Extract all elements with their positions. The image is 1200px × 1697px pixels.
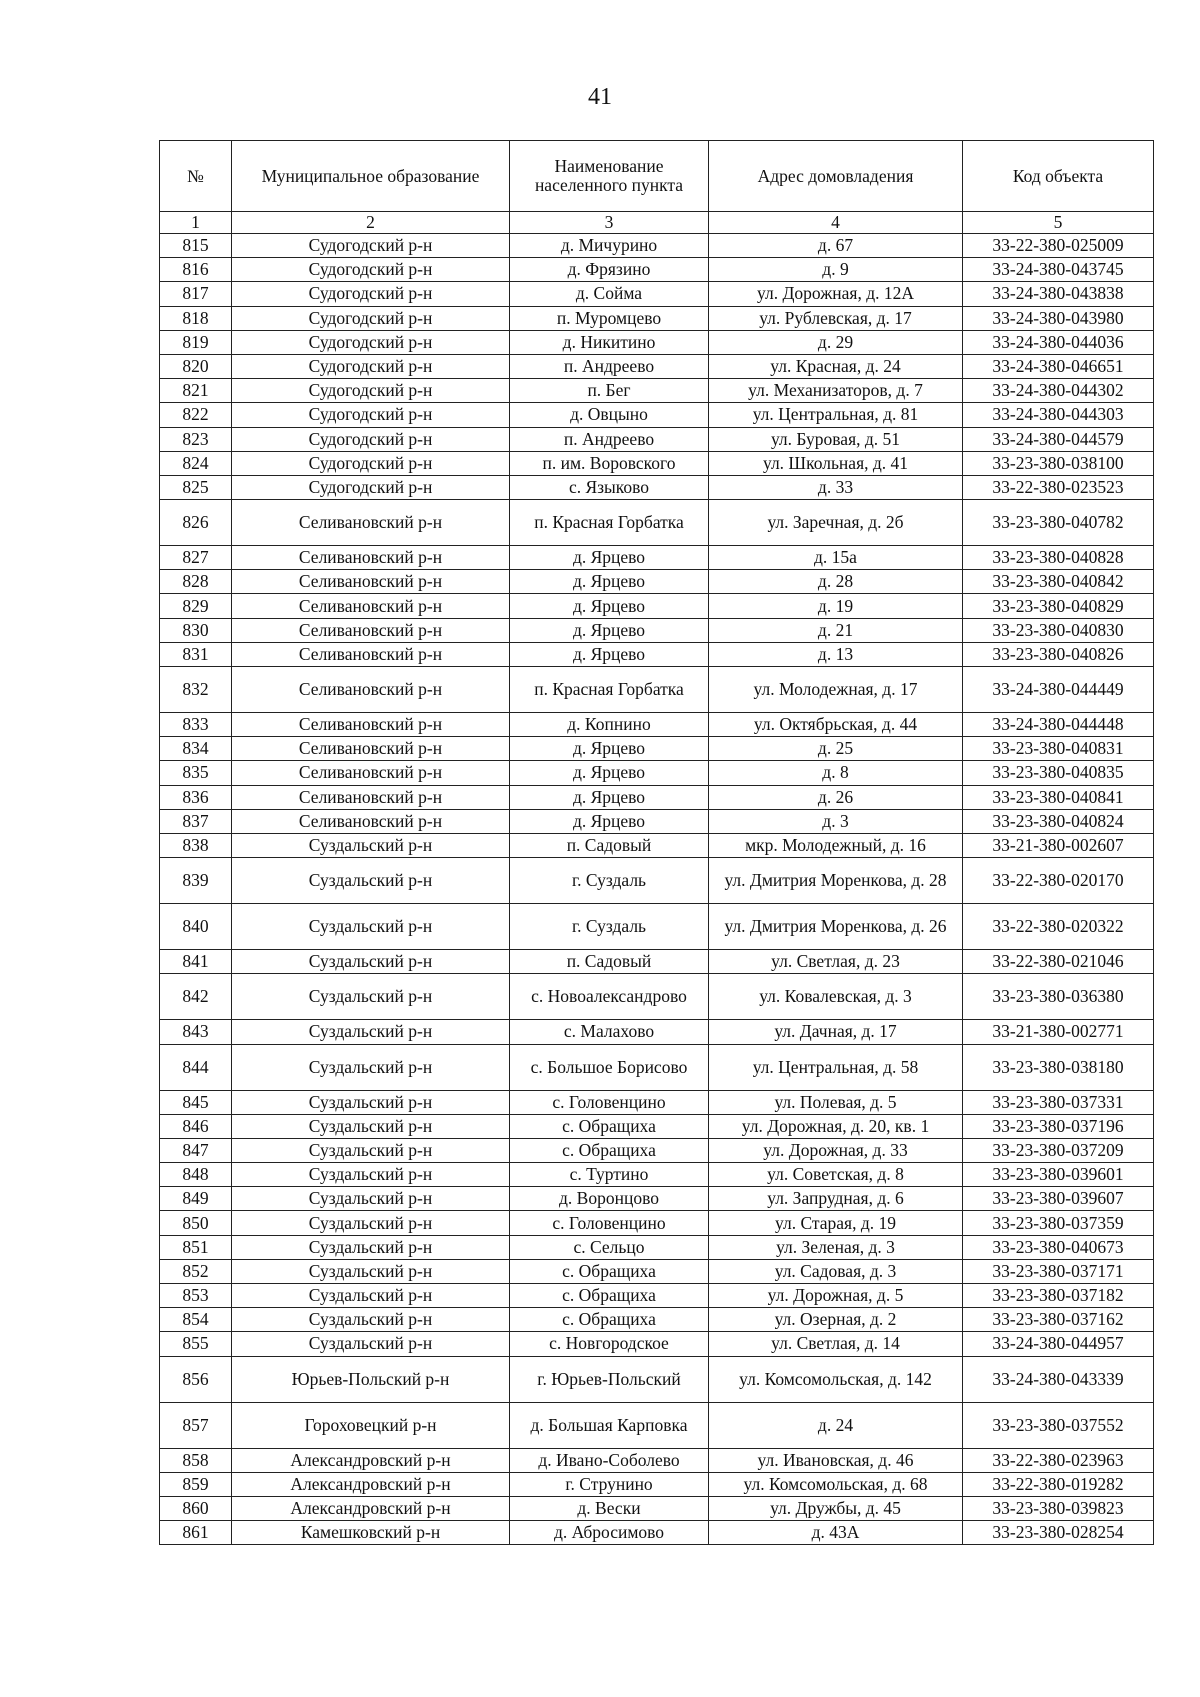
table-row [160, 1090, 1154, 1114]
municipality-cell: Судогодский р-н [232, 330, 510, 354]
address-cell: ул. Дмитрия Моренкова, д. 28 [709, 858, 963, 904]
municipality-cell: Селивановский р-н [232, 809, 510, 833]
object-code-cell: 33-23-380-040782 [963, 500, 1154, 546]
row-number-cell: 821 [160, 379, 232, 403]
settlement-cell: д. Воронцово [510, 1187, 709, 1211]
settlement-cell: д. Фрязино [510, 258, 709, 282]
object-code-cell: 33-22-380-020322 [963, 904, 1154, 950]
address-cell: д. 25 [709, 737, 963, 761]
header-municipality: Муниципальное образование [232, 141, 510, 212]
row-number-cell: 834 [160, 737, 232, 761]
row-number-cell: 837 [160, 809, 232, 833]
row-number-cell: 823 [160, 427, 232, 451]
municipality-cell: Селивановский р-н [232, 713, 510, 737]
object-code-cell: 33-23-380-040831 [963, 737, 1154, 761]
table-row [160, 1211, 1154, 1235]
settlement-cell: д. Ярцево [510, 642, 709, 666]
table-row [160, 1020, 1154, 1044]
table-row [160, 282, 1154, 306]
settlement-cell: с. Головенцино [510, 1211, 709, 1235]
settlement-cell: с. Сельцо [510, 1235, 709, 1259]
header-settlement: Наименование населенного пункта [510, 141, 709, 212]
row-number-cell: 842 [160, 974, 232, 1020]
municipality-cell: Судогодский р-н [232, 379, 510, 403]
municipality-cell: Судогодский р-н [232, 306, 510, 330]
settlement-cell: п. Садовый [510, 833, 709, 857]
settlement-cell: с. Новоалександрово [510, 974, 709, 1020]
object-code-cell: 33-23-380-040826 [963, 642, 1154, 666]
settlement-cell: д. Ярцево [510, 737, 709, 761]
settlement-cell: п. Красная Горбатка [510, 667, 709, 713]
table-row [160, 1308, 1154, 1332]
municipality-cell: Суздальский р-н [232, 1211, 510, 1235]
row-number-cell: 833 [160, 713, 232, 737]
row-number-cell: 861 [160, 1521, 232, 1545]
table-row [160, 737, 1154, 761]
address-cell: ул. Буровая, д. 51 [709, 427, 963, 451]
address-cell: ул. Советская, д. 8 [709, 1163, 963, 1187]
address-cell: ул. Центральная, д. 58 [709, 1044, 963, 1090]
row-number-cell: 860 [160, 1496, 232, 1520]
settlement-cell: с. Обращиха [510, 1284, 709, 1308]
municipality-cell: Судогодский р-н [232, 427, 510, 451]
address-cell: д. 26 [709, 785, 963, 809]
settlement-cell: д. Абросимово [510, 1521, 709, 1545]
table-row [160, 234, 1154, 258]
settlement-cell: с. Обращиха [510, 1259, 709, 1283]
address-cell: ул. Дорожная, д. 33 [709, 1138, 963, 1162]
object-code-cell: 33-23-380-037552 [963, 1402, 1154, 1448]
row-number-cell: 822 [160, 403, 232, 427]
address-cell: ул. Центральная, д. 81 [709, 403, 963, 427]
object-code-cell: 33-23-380-040830 [963, 618, 1154, 642]
header-number: № [160, 141, 232, 212]
household-registry-table [159, 140, 1154, 1545]
object-code-cell: 33-24-380-044957 [963, 1332, 1154, 1356]
address-cell: д. 19 [709, 594, 963, 618]
object-code-cell: 33-23-380-040824 [963, 809, 1154, 833]
settlement-cell: д. Никитино [510, 330, 709, 354]
object-code-cell: 33-23-380-040841 [963, 785, 1154, 809]
row-number-cell: 816 [160, 258, 232, 282]
table-row [160, 451, 1154, 475]
settlement-cell: п. Садовый [510, 950, 709, 974]
address-cell: д. 33 [709, 475, 963, 499]
settlement-cell: д. Овцыно [510, 403, 709, 427]
settlement-cell: п. Бег [510, 379, 709, 403]
row-number-cell: 859 [160, 1472, 232, 1496]
municipality-cell: Суздальский р-н [232, 1284, 510, 1308]
settlement-cell: д. Сойма [510, 282, 709, 306]
address-cell: ул. Дружбы, д. 45 [709, 1496, 963, 1520]
object-code-cell: 33-23-380-040673 [963, 1235, 1154, 1259]
municipality-cell: Судогодский р-н [232, 282, 510, 306]
table-row [160, 1044, 1154, 1090]
row-number-cell: 852 [160, 1259, 232, 1283]
table-row [160, 1448, 1154, 1472]
object-code-cell: 33-24-380-044303 [963, 403, 1154, 427]
settlement-cell: д. Вески [510, 1496, 709, 1520]
header-object-code: Код объекта [963, 141, 1154, 212]
table-row [160, 500, 1154, 546]
table-row [160, 1163, 1154, 1187]
row-number-cell: 845 [160, 1090, 232, 1114]
table-header-row [160, 141, 1154, 212]
column-number-row [160, 212, 1154, 234]
municipality-cell: Гороховецкий р-н [232, 1402, 510, 1448]
object-code-cell: 33-23-380-039823 [963, 1496, 1154, 1520]
settlement-cell: г. Суздаль [510, 904, 709, 950]
row-number-cell: 819 [160, 330, 232, 354]
municipality-cell: Селивановский р-н [232, 570, 510, 594]
object-code-cell: 33-23-380-040829 [963, 594, 1154, 618]
address-cell: ул. Дачная, д. 17 [709, 1020, 963, 1044]
table-row [160, 974, 1154, 1020]
settlement-cell: с. Языково [510, 475, 709, 499]
row-number-cell: 846 [160, 1114, 232, 1138]
object-code-cell: 33-22-380-021046 [963, 950, 1154, 974]
object-code-cell: 33-23-380-036380 [963, 974, 1154, 1020]
address-cell: ул. Зеленая, д. 3 [709, 1235, 963, 1259]
settlement-cell: п. Андреево [510, 427, 709, 451]
object-code-cell: 33-23-380-038100 [963, 451, 1154, 475]
municipality-cell: Судогодский р-н [232, 234, 510, 258]
address-cell: д. 3 [709, 809, 963, 833]
row-number-cell: 818 [160, 306, 232, 330]
municipality-cell: Суздальский р-н [232, 1114, 510, 1138]
municipality-cell: Александровский р-н [232, 1496, 510, 1520]
address-cell: ул. Ивановская, д. 46 [709, 1448, 963, 1472]
object-code-cell: 33-22-380-019282 [963, 1472, 1154, 1496]
table-row [160, 1138, 1154, 1162]
address-cell: ул. Светлая, д. 14 [709, 1332, 963, 1356]
municipality-cell: Суздальский р-н [232, 1044, 510, 1090]
settlement-cell: д. Ярцево [510, 761, 709, 785]
row-number-cell: 817 [160, 282, 232, 306]
address-cell: д. 24 [709, 1402, 963, 1448]
municipality-cell: Селивановский р-н [232, 761, 510, 785]
address-cell: д. 28 [709, 570, 963, 594]
object-code-cell: 33-23-380-037209 [963, 1138, 1154, 1162]
object-code-cell: 33-24-380-044448 [963, 713, 1154, 737]
settlement-cell: с. Новгородское [510, 1332, 709, 1356]
settlement-cell: д. Ярцево [510, 785, 709, 809]
column-number: 5 [963, 212, 1154, 234]
address-cell: ул. Комсомольская, д. 68 [709, 1472, 963, 1496]
row-number-cell: 855 [160, 1332, 232, 1356]
table-row [160, 904, 1154, 950]
settlement-cell: д. Ярцево [510, 618, 709, 642]
row-number-cell: 830 [160, 618, 232, 642]
address-cell: ул. Школьная, д. 41 [709, 451, 963, 475]
object-code-cell: 33-23-380-037196 [963, 1114, 1154, 1138]
table-row [160, 618, 1154, 642]
row-number-cell: 828 [160, 570, 232, 594]
municipality-cell: Юрьев-Польский р-н [232, 1356, 510, 1402]
address-cell: ул. Комсомольская, д. 142 [709, 1356, 963, 1402]
object-code-cell: 33-23-380-040828 [963, 546, 1154, 570]
row-number-cell: 849 [160, 1187, 232, 1211]
row-number-cell: 847 [160, 1138, 232, 1162]
settlement-cell: д. Мичурино [510, 234, 709, 258]
address-cell: ул. Дмитрия Моренкова, д. 26 [709, 904, 963, 950]
row-number-cell: 856 [160, 1356, 232, 1402]
settlement-cell: с. Обращиха [510, 1114, 709, 1138]
address-cell: д. 43А [709, 1521, 963, 1545]
municipality-cell: Суздальский р-н [232, 833, 510, 857]
settlement-cell: д. Ярцево [510, 570, 709, 594]
municipality-cell: Суздальский р-н [232, 1259, 510, 1283]
table-row [160, 258, 1154, 282]
municipality-cell: Селивановский р-н [232, 618, 510, 642]
address-cell: ул. Дорожная, д. 20, кв. 1 [709, 1114, 963, 1138]
table-row [160, 713, 1154, 737]
row-number-cell: 827 [160, 546, 232, 570]
object-code-cell: 33-23-380-038180 [963, 1044, 1154, 1090]
table-row [160, 330, 1154, 354]
row-number-cell: 835 [160, 761, 232, 785]
municipality-cell: Селивановский р-н [232, 594, 510, 618]
settlement-cell: д. Ярцево [510, 809, 709, 833]
address-cell: ул. Озерная, д. 2 [709, 1308, 963, 1332]
table-row [160, 1187, 1154, 1211]
object-code-cell: 33-23-380-028254 [963, 1521, 1154, 1545]
settlement-cell: г. Суздаль [510, 858, 709, 904]
municipality-cell: Селивановский р-н [232, 546, 510, 570]
address-cell: д. 9 [709, 258, 963, 282]
settlement-cell: с. Головенцино [510, 1090, 709, 1114]
table-row [160, 546, 1154, 570]
municipality-cell: Суздальский р-н [232, 1138, 510, 1162]
settlement-cell: п. Андреево [510, 354, 709, 378]
municipality-cell: Селивановский р-н [232, 642, 510, 666]
table-row [160, 1332, 1154, 1356]
address-cell: ул. Дорожная, д. 12А [709, 282, 963, 306]
address-cell: д. 21 [709, 618, 963, 642]
object-code-cell: 33-23-380-037331 [963, 1090, 1154, 1114]
table-row [160, 809, 1154, 833]
settlement-cell: с. Малахово [510, 1020, 709, 1044]
settlement-cell: г. Юрьев-Польский [510, 1356, 709, 1402]
municipality-cell: Александровский р-н [232, 1472, 510, 1496]
column-number: 2 [232, 212, 510, 234]
object-code-cell: 33-24-380-044036 [963, 330, 1154, 354]
object-code-cell: 33-23-380-039601 [963, 1163, 1154, 1187]
address-cell: ул. Запрудная, д. 6 [709, 1187, 963, 1211]
settlement-cell: п. Муромцево [510, 306, 709, 330]
row-number-cell: 839 [160, 858, 232, 904]
row-number-cell: 832 [160, 667, 232, 713]
settlement-cell: д. Большая Карповка [510, 1402, 709, 1448]
address-cell: ул. Садовая, д. 3 [709, 1259, 963, 1283]
object-code-cell: 33-23-380-040835 [963, 761, 1154, 785]
row-number-cell: 815 [160, 234, 232, 258]
address-cell: ул. Ковалевская, д. 3 [709, 974, 963, 1020]
settlement-cell: г. Струнино [510, 1472, 709, 1496]
row-number-cell: 853 [160, 1284, 232, 1308]
settlement-cell: с. Обращиха [510, 1138, 709, 1162]
object-code-cell: 33-24-380-046651 [963, 354, 1154, 378]
table-row [160, 950, 1154, 974]
settlement-cell: д. Копнино [510, 713, 709, 737]
municipality-cell: Суздальский р-н [232, 1090, 510, 1114]
address-cell: мкр. Молодежный, д. 16 [709, 833, 963, 857]
table-row [160, 1496, 1154, 1520]
row-number-cell: 843 [160, 1020, 232, 1044]
object-code-cell: 33-21-380-002771 [963, 1020, 1154, 1044]
address-cell: ул. Красная, д. 24 [709, 354, 963, 378]
municipality-cell: Суздальский р-н [232, 1187, 510, 1211]
row-number-cell: 826 [160, 500, 232, 546]
object-code-cell: 33-24-380-044579 [963, 427, 1154, 451]
row-number-cell: 836 [160, 785, 232, 809]
object-code-cell: 33-24-380-044302 [963, 379, 1154, 403]
settlement-cell: д. Ивано-Соболево [510, 1448, 709, 1472]
address-cell: ул. Октябрьская, д. 44 [709, 713, 963, 737]
municipality-cell: Судогодский р-н [232, 354, 510, 378]
address-cell: ул. Светлая, д. 23 [709, 950, 963, 974]
settlement-cell: д. Ярцево [510, 546, 709, 570]
municipality-cell: Суздальский р-н [232, 1020, 510, 1044]
settlement-cell: п. Красная Горбатка [510, 500, 709, 546]
table-row [160, 667, 1154, 713]
municipality-cell: Судогодский р-н [232, 258, 510, 282]
address-cell: д. 13 [709, 642, 963, 666]
row-number-cell: 829 [160, 594, 232, 618]
object-code-cell: 33-24-380-043745 [963, 258, 1154, 282]
row-number-cell: 820 [160, 354, 232, 378]
object-code-cell: 33-23-380-037162 [963, 1308, 1154, 1332]
address-cell: ул. Заречная, д. 2б [709, 500, 963, 546]
municipality-cell: Суздальский р-н [232, 1235, 510, 1259]
settlement-cell: д. Ярцево [510, 594, 709, 618]
table-row [160, 833, 1154, 857]
object-code-cell: 33-22-380-023523 [963, 475, 1154, 499]
object-code-cell: 33-22-380-020170 [963, 858, 1154, 904]
object-code-cell: 33-24-380-043980 [963, 306, 1154, 330]
column-number: 1 [160, 212, 232, 234]
object-code-cell: 33-23-380-037182 [963, 1284, 1154, 1308]
table-row [160, 306, 1154, 330]
municipality-cell: Суздальский р-н [232, 1308, 510, 1332]
address-cell: ул. Полевая, д. 5 [709, 1090, 963, 1114]
address-cell: ул. Механизаторов, д. 7 [709, 379, 963, 403]
address-cell: ул. Молодежная, д. 17 [709, 667, 963, 713]
table-row [160, 379, 1154, 403]
address-cell: д. 8 [709, 761, 963, 785]
municipality-cell: Селивановский р-н [232, 500, 510, 546]
table-row [160, 475, 1154, 499]
table-row [160, 403, 1154, 427]
row-number-cell: 850 [160, 1211, 232, 1235]
address-cell: д. 67 [709, 234, 963, 258]
settlement-cell: с. Обращиха [510, 1308, 709, 1332]
table-row [160, 1472, 1154, 1496]
table-row [160, 1259, 1154, 1283]
column-number: 4 [709, 212, 963, 234]
table-row [160, 785, 1154, 809]
table-row [160, 1284, 1154, 1308]
table-row [160, 1114, 1154, 1138]
municipality-cell: Суздальский р-н [232, 858, 510, 904]
municipality-cell: Камешковский р-н [232, 1521, 510, 1545]
municipality-cell: Судогодский р-н [232, 403, 510, 427]
municipality-cell: Селивановский р-н [232, 667, 510, 713]
object-code-cell: 33-22-380-023963 [963, 1448, 1154, 1472]
object-code-cell: 33-23-380-037359 [963, 1211, 1154, 1235]
table-row [160, 1356, 1154, 1402]
object-code-cell: 33-23-380-039607 [963, 1187, 1154, 1211]
table-row [160, 570, 1154, 594]
table-row [160, 1235, 1154, 1259]
table-row [160, 1521, 1154, 1545]
address-cell: ул. Рублевская, д. 17 [709, 306, 963, 330]
table-row [160, 858, 1154, 904]
municipality-cell: Селивановский р-н [232, 737, 510, 761]
table-body [160, 234, 1154, 1545]
municipality-cell: Александровский р-н [232, 1448, 510, 1472]
table-row [160, 427, 1154, 451]
row-number-cell: 831 [160, 642, 232, 666]
settlement-cell: с. Туртино [510, 1163, 709, 1187]
object-code-cell: 33-24-380-043838 [963, 282, 1154, 306]
table-row [160, 594, 1154, 618]
object-code-cell: 33-24-380-043339 [963, 1356, 1154, 1402]
settlement-cell: п. им. Воровского [510, 451, 709, 475]
row-number-cell: 824 [160, 451, 232, 475]
municipality-cell: Суздальский р-н [232, 1332, 510, 1356]
table-row [160, 642, 1154, 666]
object-code-cell: 33-24-380-044449 [963, 667, 1154, 713]
row-number-cell: 854 [160, 1308, 232, 1332]
municipality-cell: Судогодский р-н [232, 475, 510, 499]
address-cell: д. 15а [709, 546, 963, 570]
municipality-cell: Судогодский р-н [232, 451, 510, 475]
row-number-cell: 825 [160, 475, 232, 499]
address-cell: д. 29 [709, 330, 963, 354]
row-number-cell: 857 [160, 1402, 232, 1448]
row-number-cell: 851 [160, 1235, 232, 1259]
row-number-cell: 838 [160, 833, 232, 857]
header-address: Адрес домовладения [709, 141, 963, 212]
table-row [160, 1402, 1154, 1448]
object-code-cell: 33-23-380-040842 [963, 570, 1154, 594]
municipality-cell: Суздальский р-н [232, 904, 510, 950]
column-number: 3 [510, 212, 709, 234]
settlement-cell: с. Большое Борисово [510, 1044, 709, 1090]
object-code-cell: 33-23-380-037171 [963, 1259, 1154, 1283]
municipality-cell: Суздальский р-н [232, 974, 510, 1020]
municipality-cell: Суздальский р-н [232, 950, 510, 974]
row-number-cell: 848 [160, 1163, 232, 1187]
row-number-cell: 840 [160, 904, 232, 950]
object-code-cell: 33-21-380-002607 [963, 833, 1154, 857]
table-row [160, 354, 1154, 378]
row-number-cell: 844 [160, 1044, 232, 1090]
address-cell: ул. Старая, д. 19 [709, 1211, 963, 1235]
object-code-cell: 33-22-380-025009 [963, 234, 1154, 258]
municipality-cell: Селивановский р-н [232, 785, 510, 809]
municipality-cell: Суздальский р-н [232, 1163, 510, 1187]
address-cell: ул. Дорожная, д. 5 [709, 1284, 963, 1308]
page-number: 41 [588, 84, 612, 110]
row-number-cell: 841 [160, 950, 232, 974]
row-number-cell: 858 [160, 1448, 232, 1472]
table-row [160, 761, 1154, 785]
